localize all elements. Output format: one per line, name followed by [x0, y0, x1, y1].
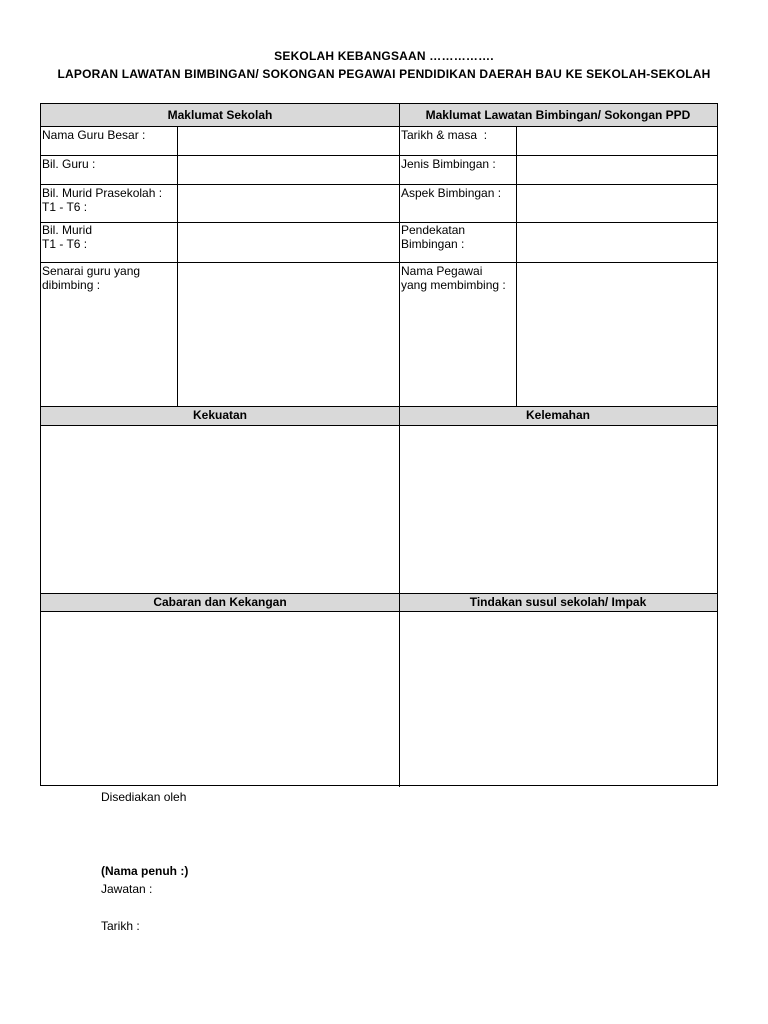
value-aspek-bimbingan[interactable] [517, 185, 717, 222]
field-tarikh-masa: Tarikh & masa : [401, 128, 488, 142]
field-bil-murid-prasekolah: Bil. Murid Prasekolah : T1 - T6 : [42, 186, 163, 214]
position-label: Jawatan : [101, 882, 153, 896]
field-bil-murid: Bil. Murid T1 - T6 : [42, 223, 93, 251]
field-aspek-bimbingan: Aspek Bimbingan : [401, 186, 502, 200]
field-bil-guru: Bil. Guru : [42, 157, 96, 171]
value-senarai-guru[interactable] [178, 263, 398, 406]
document-title: SEKOLAH KEBANGSAAN ……………. [274, 49, 494, 63]
value-tarikh-masa[interactable] [517, 127, 717, 155]
header-tindakan-susul: Tindakan susul sekolah/ Impak [469, 595, 647, 609]
value-bil-murid-prasekolah[interactable] [178, 185, 398, 222]
header-maklumat-lawatan: Maklumat Lawatan Bimbingan/ Sokongan PPD [425, 108, 691, 122]
header-kelemahan: Kelemahan [525, 408, 591, 422]
document-subtitle: LAPORAN LAWATAN BIMBINGAN/ SOKONGAN PEGAWAI PENDIDIKAN DAERAH BAU KE SEKOLAH-SEKOLAH [57, 67, 711, 81]
report-table [40, 103, 718, 786]
area-cabaran-kekangan[interactable] [41, 612, 399, 785]
prepared-by-label: Disediakan oleh [101, 790, 187, 804]
field-jenis-bimbingan: Jenis Bimbingan : [401, 157, 496, 171]
area-tindakan-susul[interactable] [400, 612, 717, 785]
value-jenis-bimbingan[interactable] [517, 156, 717, 184]
header-cabaran-kekangan: Cabaran dan Kekangan [153, 595, 287, 609]
field-nama-pegawai: Nama Pegawai yang membimbing : [401, 264, 506, 292]
value-bil-guru[interactable] [178, 156, 398, 184]
full-name-label: (Nama penuh :) [101, 864, 189, 878]
header-maklumat-sekolah: Maklumat Sekolah [167, 108, 273, 122]
value-nama-guru-besar[interactable] [178, 127, 398, 155]
field-pendekatan-bimbingan: Pendekatan Bimbingan : [401, 223, 466, 251]
field-senarai-guru: Senarai guru yang dibimbing : [42, 264, 141, 292]
area-kelemahan[interactable] [400, 426, 717, 593]
date-label: Tarikh : [101, 919, 140, 933]
value-nama-pegawai[interactable] [517, 263, 717, 406]
field-nama-guru-besar: Nama Guru Besar : [42, 128, 146, 142]
header-kekuatan: Kekuatan [192, 408, 248, 422]
value-pendekatan-bimbingan[interactable] [517, 223, 717, 262]
area-kekuatan[interactable] [41, 426, 399, 593]
value-bil-murid[interactable] [178, 223, 398, 262]
